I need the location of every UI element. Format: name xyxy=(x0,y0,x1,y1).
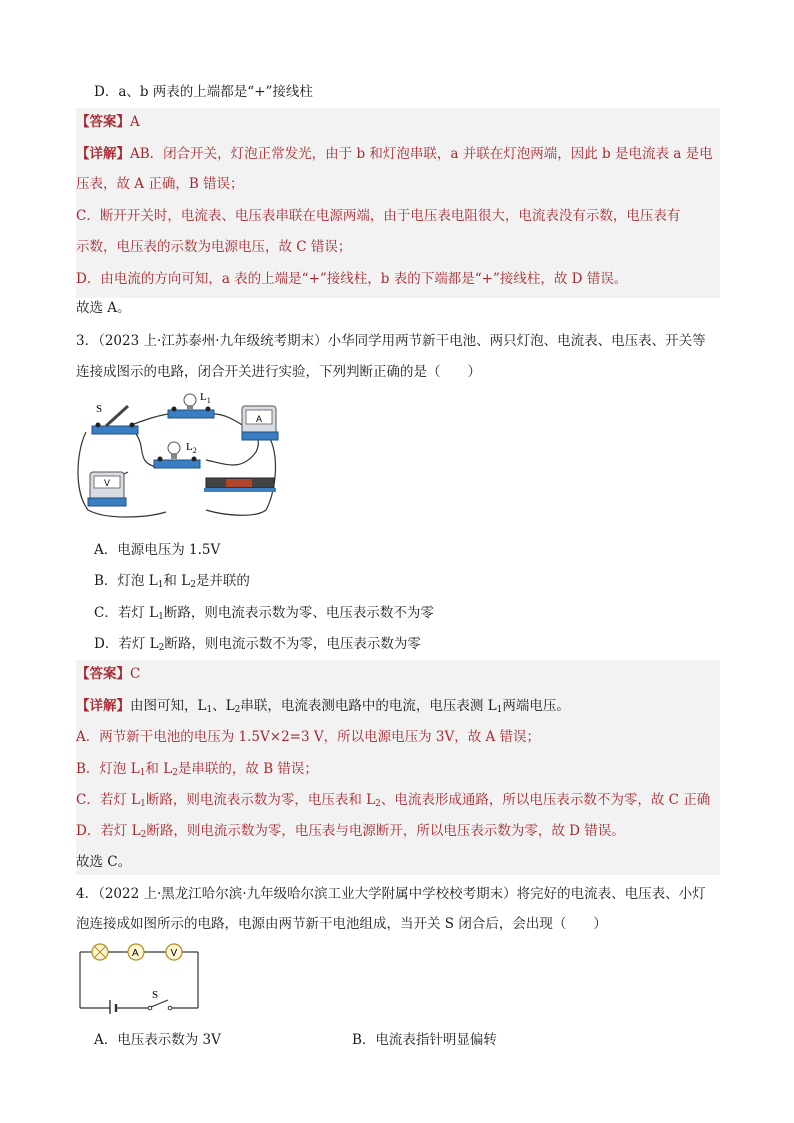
conclusion: 故选 A。 xyxy=(76,300,131,316)
battery-holder xyxy=(204,478,276,492)
question-stem: 4．（2022 上·黑龙江哈尔滨·九年级哈尔滨工业大学附属中学校校考期末）将完好的电流表、电压表、小灯 xyxy=(76,886,706,902)
option-a: A．电源电压为 1.5V xyxy=(94,542,221,558)
ammeter-symbol xyxy=(128,944,144,960)
detail-line: 压表，故 A 正确，B 错误； xyxy=(76,176,244,192)
answer-value: C xyxy=(130,666,141,682)
detail-tag: 【详解】 xyxy=(76,698,130,714)
switch-label: S xyxy=(152,989,159,1001)
circuit-schematic xyxy=(76,940,206,1014)
ammeter-label: A xyxy=(256,414,263,424)
detail-text: AB．闭合开关，灯泡正常发光，由于 b 和灯泡串联，a 并联在灯泡两端，因此 b 是电流表 a 是电 xyxy=(130,146,713,162)
answer-tag: 【答案】 xyxy=(76,666,130,682)
option-a: A．电压表示数为 3V xyxy=(94,1032,221,1048)
question-stem: 泡连接成如图所示的电路，电源由两节新干电池组成，当开关 S 闭合后，会出现（ ） xyxy=(76,916,607,932)
option-b: B．灯泡 $L_1$和 $L_2$是并联的 xyxy=(94,573,250,590)
circuit-photo-diagram xyxy=(76,392,286,522)
detail-tag: 【详解】 xyxy=(76,146,130,162)
question-stem: 连接成图示的电路，闭合开关进行实验，下列判断正确的是（ ） xyxy=(76,364,481,380)
option-c: C．若灯 $L_1$断路，则电流表示数为零、电压表示数不为零 xyxy=(94,605,434,622)
answer-line xyxy=(76,112,720,132)
detail-line: C．若灯 $L_1$断路，则电流表示数为零，电压表和 $L_2$、电流表形成通路，所以电压表示数不为零，故 C 正确 xyxy=(76,792,711,809)
switch-symbol xyxy=(148,989,172,1010)
lamp-2 xyxy=(154,441,200,468)
detail-line: 【详解】由图可知，$L_1$、$L_2$串联，电流表测电路中的电流，电压表测 $L_1$两端电压。 xyxy=(76,698,570,715)
lamp-1-label: $L_1$ xyxy=(200,392,211,405)
option-d: D．若灯 $L_2$断路，则电流示数不为零，电压表示数为零 xyxy=(94,636,421,653)
detail-line: D．若灯 $L_2$断路，则电流示数为零，电压表与电源断开，所以电压表示数为零，故 D 错误。 xyxy=(76,823,625,840)
conclusion: 故选 C。 xyxy=(76,854,132,870)
answer-value: A xyxy=(130,114,140,130)
switch-label: S xyxy=(96,403,103,415)
voltmeter-label: V xyxy=(170,948,178,959)
lamp-1 xyxy=(168,392,214,418)
option-d: D．a、b 两表的上端都是“+”接线柱 xyxy=(94,84,313,100)
answer-tag: 【答案】 xyxy=(76,114,130,130)
voltmeter-label: V xyxy=(104,478,111,488)
voltmeter xyxy=(88,472,126,506)
detail-line: A．两节新干电池的电压为 1.5V×2=3 V，所以电源电压为 3V，故 A 错误； xyxy=(76,729,541,745)
switch-board xyxy=(92,403,138,434)
ammeter-label: A xyxy=(132,948,139,959)
lamp-symbol xyxy=(92,944,108,960)
lamp-2-label: $L_2$ xyxy=(186,441,197,455)
answer-line xyxy=(76,664,720,684)
detail-line: 示数，电压表的示数为电源电压，故 C 错误； xyxy=(76,239,352,255)
option-b: B．电流表指针明显偏转 xyxy=(352,1032,497,1048)
detail-line: B．灯泡 $L_1$和 $L_2$是串联的，故 B 错误； xyxy=(76,761,318,778)
question-stem: 3．（2023 上·江苏泰州·九年级统考期末）小华同学用两节新干电池、两只灯泡、电流表、电压表、开关等 xyxy=(76,333,706,349)
ammeter xyxy=(242,406,278,440)
voltmeter-symbol xyxy=(166,944,182,960)
detail-line xyxy=(76,144,720,164)
detail-line: C．断开开关时，电流表、电压表串联在电源两端，由于电压表电阻很大，电流表没有示数，电压表有 xyxy=(76,208,681,224)
battery-symbol xyxy=(110,1000,116,1014)
detail-line: D．由电流的方向可知，a 表的上端是“+”接线柱，b 表的下端都是“+”接线柱，故 D 错误。 xyxy=(76,271,628,287)
